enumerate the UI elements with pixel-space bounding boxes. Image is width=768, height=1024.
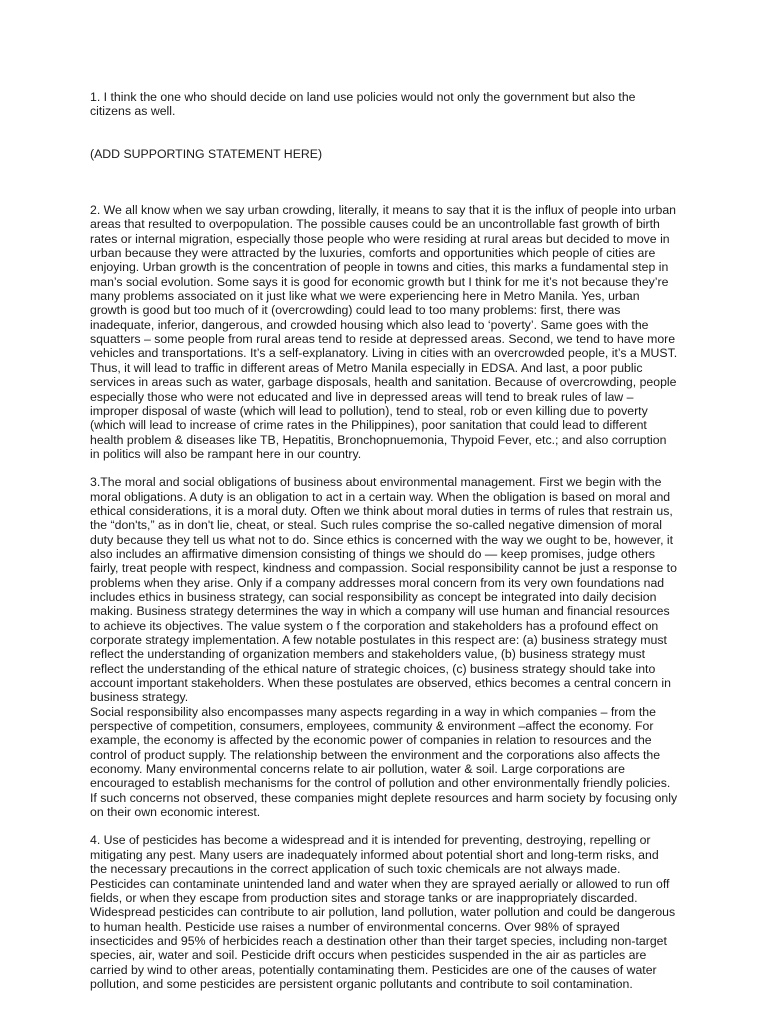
paragraph-urban-crowding: 2. We all know when we say urban crowding, literally, it means to say that it is the influx of people into urban areas that resulted to overpopulation. The possible causes could be an uncontrollable fast growth of birth rates or internal migration, especially those people who were residing at rural areas but decided to move in urban because they were attracted by the luxuries, comforts and opportunities which people of cities are enjoying. Urban growth is the concentration of people in towns and cities, this marks a fundamental step in man’s social evolution. Some says it is good for economic growth but I think for me it’s not because they’re many problems associated on it just like what we were experiencing here in Metro Manila. Yes, urban growth is good but too much of it (overcrowding) could lead to too many problems: first, there was inadequate, inferior, dangerous, and crowded housing which also lead to ‘poverty’. Same goes with the squatters – some people from rural areas tend to reside at depressed areas. Second, we tend to have more vehicles and transportations. It’s a self-explanatory. Living in cities with an overcrowded people, it’s a MUST. Thus, it will lead to traffic in different areas of Metro Manila especially in EDSA. And last, a poor public services in areas such as water, garbage disposals, health and sanitation. Because of overcrowding, people especially those who were not educated and live in depressed areas will tend to break rules of law – improper disposal of waste (which will lead to pollution), tend to steal, rob or even killing due to poverty (which will lead to increase of crime rates in the Philippines), poor sanitation that could lead to different health problem & diseases like TB, Hepatitis, Bronchopnuemonia, Thypoid Fever, etc.; and also corruption in politics will also be rampant here in our country. [90, 203, 678, 461]
spacer [90, 161, 678, 203]
spacer [90, 461, 678, 475]
spacer [90, 819, 678, 833]
paragraph-pesticides: 4. Use of pesticides has become a widespread and it is intended for preventing, destroying, repelling or mitigating any pest. Many users are inadequately informed about potential short and long-term risks, and the necessary precautions in the correct application of such toxic chemicals are not always made. Pesticides can contaminate unintended land and water when they are sprayed aerially or allowed to run off fields, or when they escape from production sites and storage tanks or are inappropriately discarded. Widespread pesticides can contribute to air pollution, land pollution, water pollution and could be dangerous to human health. Pesticide use raises a number of environmental concerns. Over 98% of sprayed insecticides and 95% of herbicides reach a destination other than their target species, including non-target species, air, water and soil. Pesticide drift occurs when pesticides suspended in the air as particles are carried by wind to other areas, potentially contaminating them. Pesticides are one of the causes of water pollution, and some pesticides are persistent organic pollutants and contribute to soil contamination. [90, 833, 676, 991]
document-page [90, 90, 678, 991]
paragraph-social-responsibility: Social responsibility also encompasses many aspects regarding in a way in which companies – from the perspective of competition, consumers, employees, community & environment –affect the economy. For example, the economy is affected by the economic power of companies in relation to resources and the control of product supply. The relationship between the environment and the corporations also affects the economy. Many environmental concerns relate to air pollution, water & soil. Large corporations are encouraged to establish mechanisms for the control of pollution and other environmentally friendly policies. If such concerns not observed, these companies might deplete resources and harm society by focusing only on their own economic interest. [90, 704, 678, 820]
paragraph-land-use: 1. I think the one who should decide on land use policies would not only the government but also the citizens as well. [90, 90, 636, 119]
paragraph-placeholder: (ADD SUPPORTING STATEMENT HERE) [90, 146, 323, 161]
spacer [90, 119, 678, 147]
paragraph-moral-obligations: 3.The moral and social obligations of business about environmental management. First we begin with the moral obligations. A duty is an obligation to act in a certain way. When the obligation is based on moral and ethical considerations, it is a moral duty. Often we think about moral duties in terms of rules that restrain us, the “don'ts,” as in don't lie, cheat, or steal. Such rules comprise the so-called negative dimension of moral duty because they tell us what not to do. Since ethics is concerned with the way we ought to be, however, it also includes an affirmative dimension consisting of things we should do — keep promises, judge others fairly, treat people with respect, kindness and compassion. Social responsibility cannot be just a response to problems when they arise. Only if a company addresses moral concern from its very own foundations nad includes ethics in business strategy, can social responsibility as concept be integrated into daily decision making. Business strategy determines the way in which a company will use human and financial resources to achieve its objectives. The value system o f the corporation and stakeholders has a profound effect on corporate strategy implementation. A few notable postulates in this respect are: (a) business strategy must reflect the understanding of organization members and stakeholders value, (b) business strategy must reflect the understanding of the ethical nature of strategic choices, (c) business strategy should take into account important stakeholders. When these postulates are observed, ethics becomes a central concern in business strategy. [90, 475, 677, 705]
